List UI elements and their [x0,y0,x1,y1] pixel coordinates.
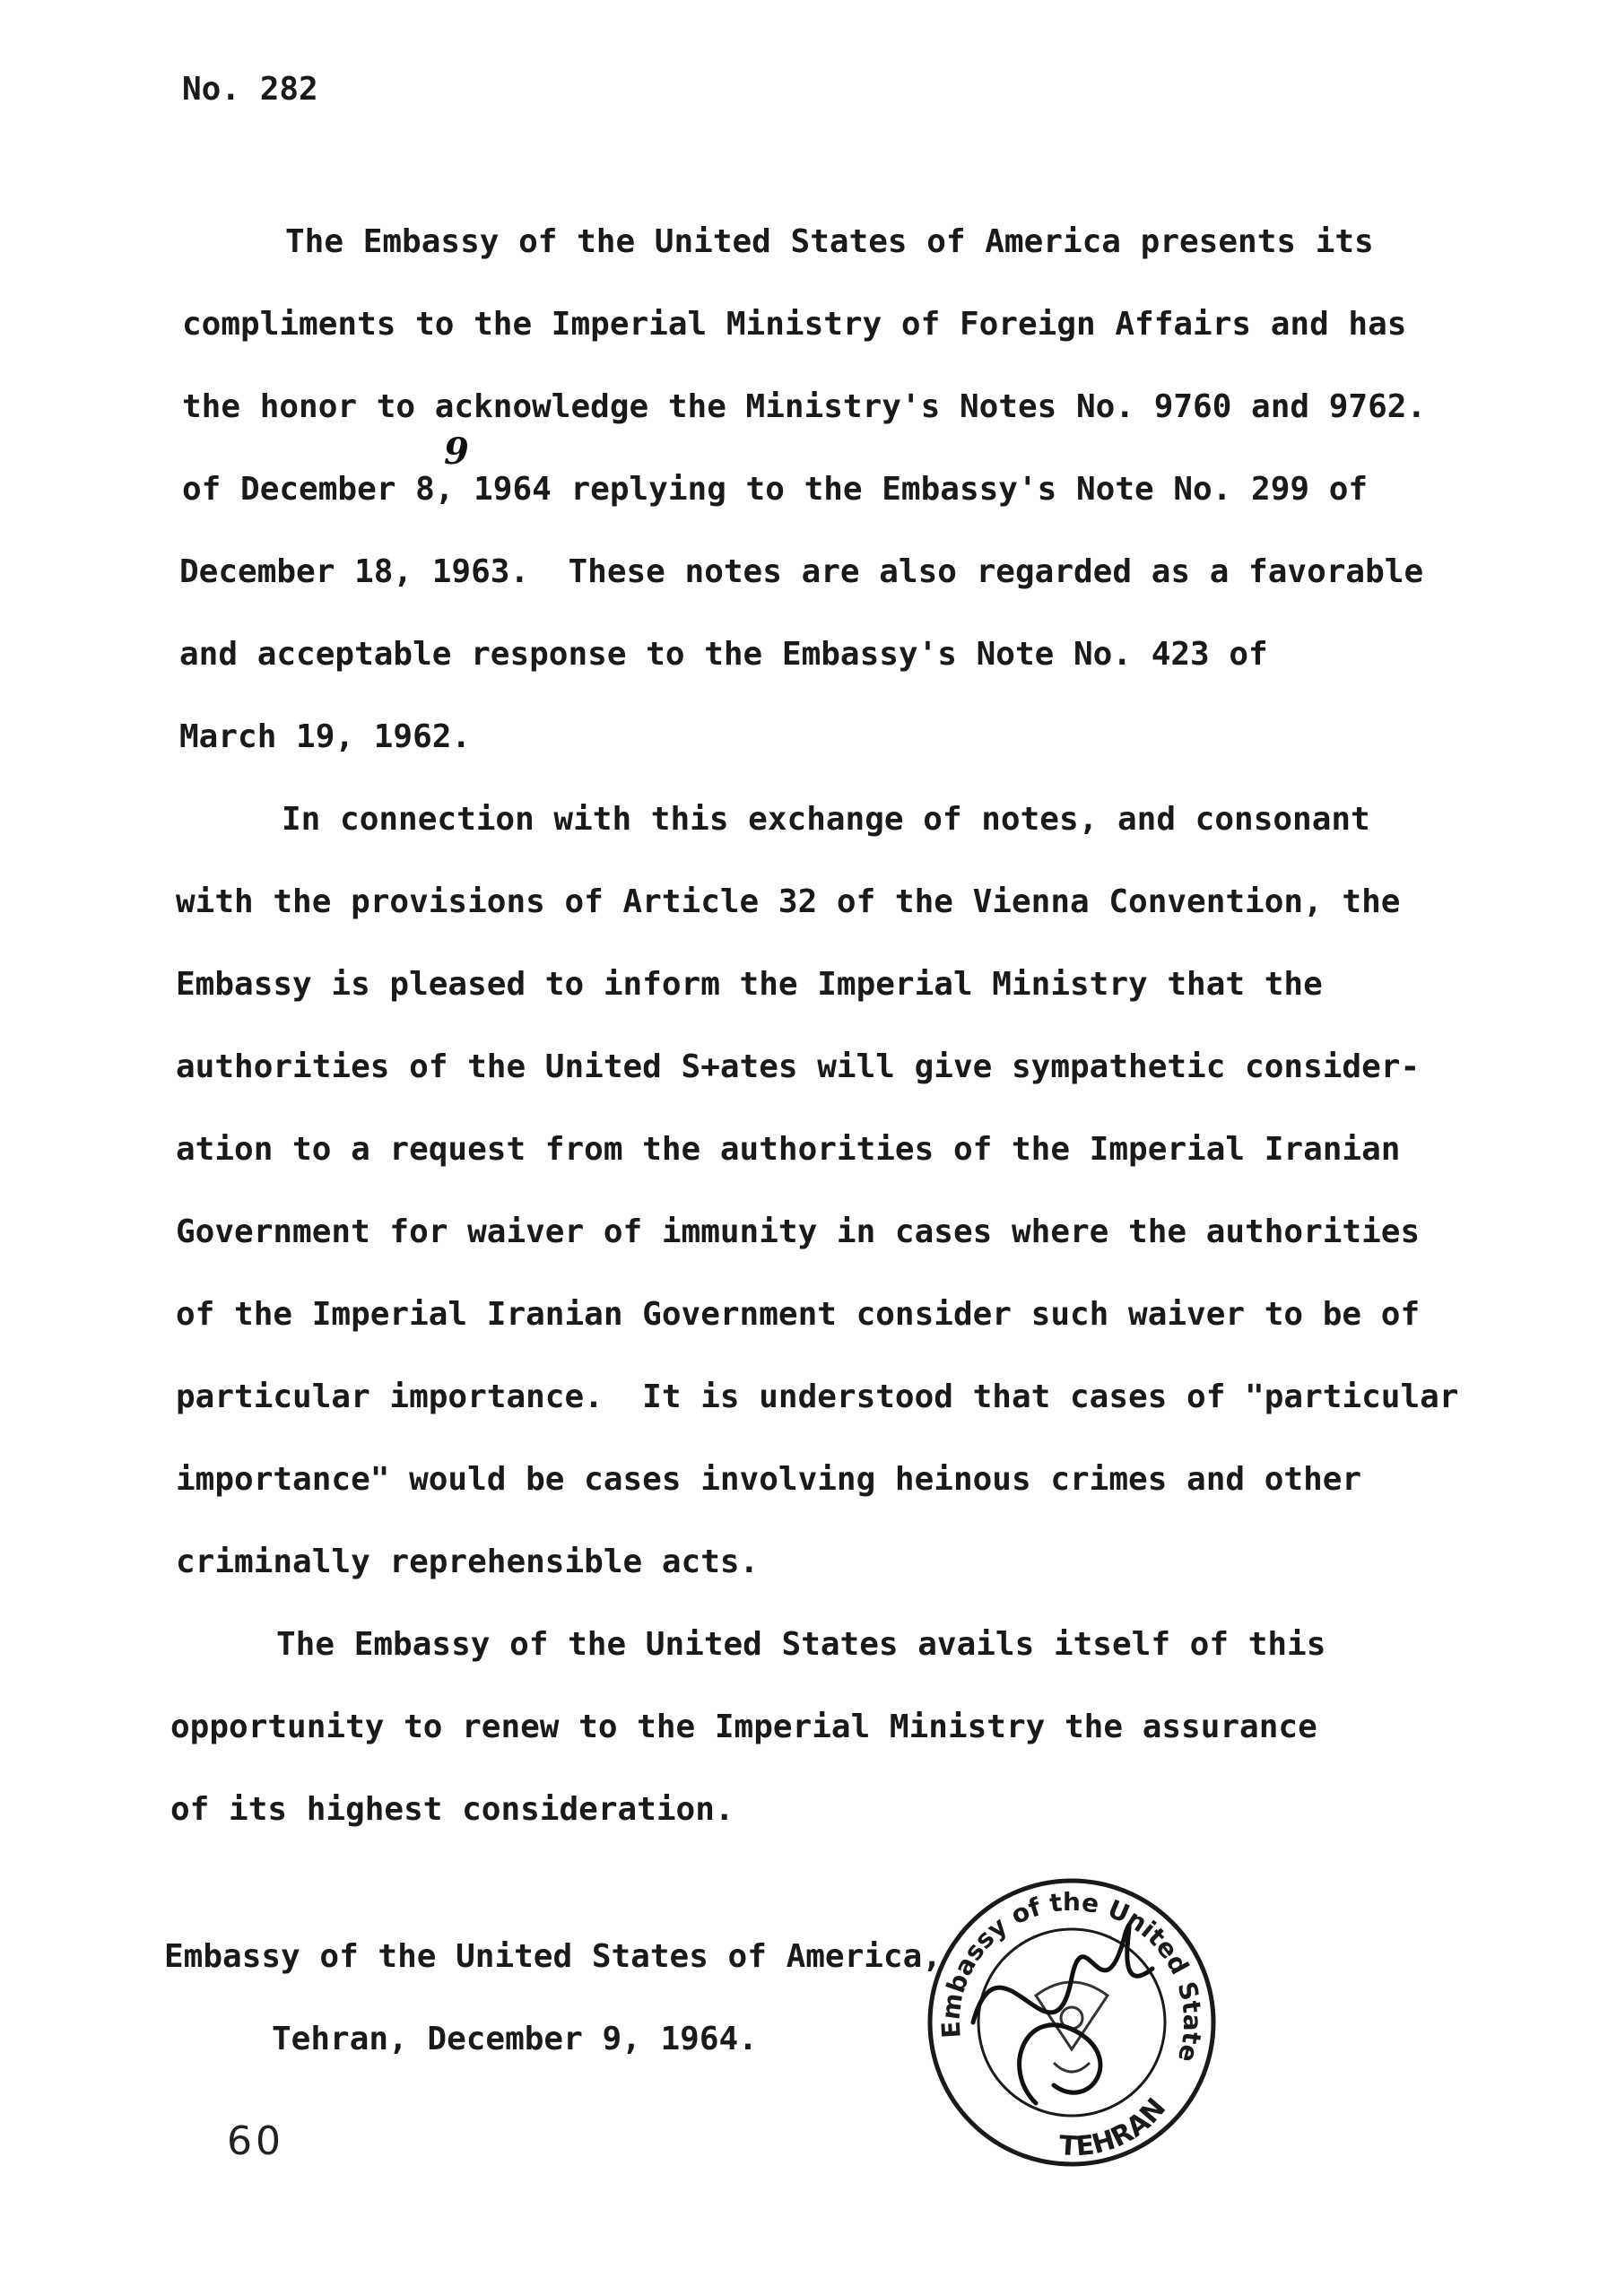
p1-line-3: the honor to acknowledge the Ministry's Notes No. 9760 and 9762. [182,388,1427,425]
p2-line-10: criminally reprehensible acts. [176,1544,760,1580]
p1-line-1: The Embassy of the United States of America presents its [285,223,1374,260]
handwritten-correction: 9 [444,430,469,473]
p3-line-2: opportunity to renew to the Imperial Ministry the assurance [170,1709,1317,1745]
p2-line-6: Government for waiver of immunity in cases where the authorities [176,1213,1421,1250]
p1-line-2: compliments to the Imperial Ministry of Foreign Affairs and has [182,306,1407,343]
page-number: 60 [227,2118,284,2164]
p1-line-4: of December 8, 1964 replying to the Embassy's Note No. 299 of [182,471,1369,508]
p2-line-2: with the provisions of Article 32 of the Vienna Convention, the [176,883,1401,920]
p2-line-8: particular importance. It is understood that cases of "particular [176,1378,1459,1415]
p2-line-9: importance" would be cases involving heinous crimes and other [176,1461,1362,1498]
p3-line-1: The Embassy of the United States avails itself of this [276,1626,1326,1663]
place-date: Tehran, December 9, 1964. [272,2021,758,2057]
p1-line-6: and acceptable response to the Embassy's Note No. 423 of [179,636,1268,673]
p2-line-1: In connection with this exchange of notes, and consonant [282,801,1370,838]
p2-line-5: ation to a request from the authorities of the Imperial Iranian [176,1131,1401,1168]
seal-top-text: Embassy of the United States of America [906,1847,1208,2066]
p2-line-7: of the Imperial Iranian Government consider such waiver to be of [176,1296,1421,1333]
p2-line-3: Embassy is pleased to inform the Imperial Ministry that the [176,966,1323,1003]
p1-line-7: March 19, 1962. [179,718,472,755]
embassy-seal [906,1847,1224,2175]
note-number: No. 282 [182,71,318,108]
seal-inner-ring [978,1929,1165,2116]
p1-line-5: December 18, 1963. These notes are also regarded as a favorable [179,553,1424,590]
seal-graphic [906,1847,1224,2175]
p3-line-3: of its highest consideration. [170,1791,734,1828]
p2-line-4: authorities of the United S+ates will give sympathetic consider- [176,1048,1421,1085]
seal-bottom-text: TEHRAN [1057,2092,1173,2163]
signature-line: Embassy of the United States of America, [164,1938,942,1975]
